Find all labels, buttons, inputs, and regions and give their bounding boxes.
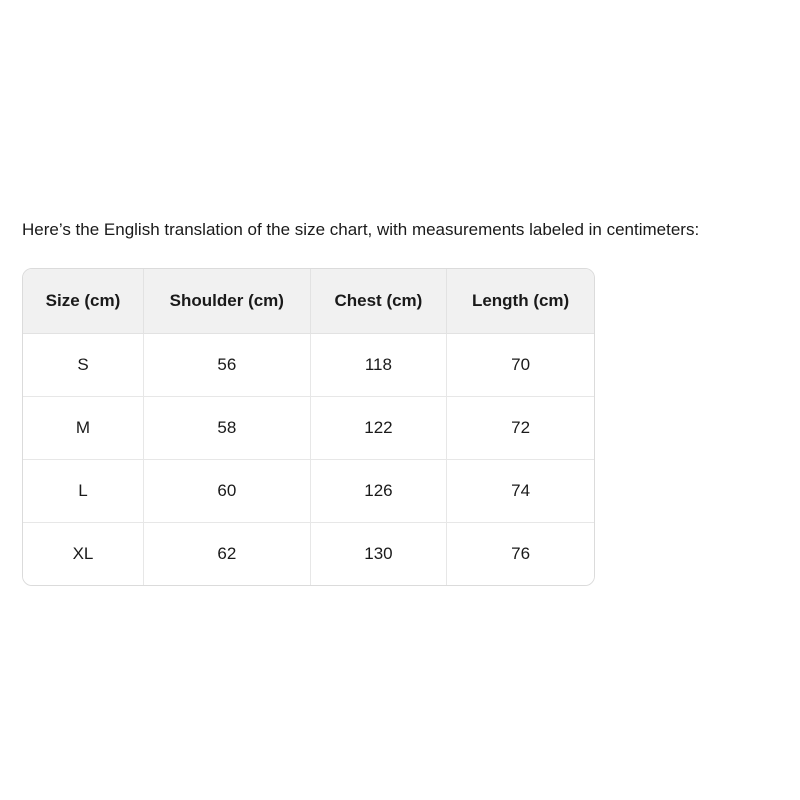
table-cell-size: M [23, 396, 143, 459]
table-cell-shoulder: 60 [143, 459, 310, 522]
table-row [23, 333, 594, 396]
table-cell-shoulder: 62 [143, 522, 310, 585]
table-cell-chest: 130 [310, 522, 446, 585]
table-row [23, 459, 594, 522]
table-cell-chest: 118 [310, 333, 446, 396]
table-cell-size: L [23, 459, 143, 522]
intro-paragraph: Here’s the English translation of the size chart, with measurements labeled in centimeters: [22, 220, 700, 239]
header-cell-size: Size (cm) [23, 269, 143, 333]
table-cell-chest: 126 [310, 459, 446, 522]
table-row [23, 522, 594, 585]
header-cell-shoulder: Shoulder (cm) [143, 269, 310, 333]
header-cell-length: Length (cm) [447, 269, 594, 333]
table-cell-length: 76 [447, 522, 594, 585]
size-chart [23, 269, 594, 585]
header-cell-chest: Chest (cm) [310, 269, 446, 333]
table-cell-length: 70 [447, 333, 594, 396]
table-header-row [23, 269, 594, 333]
table-cell-shoulder: 58 [143, 396, 310, 459]
table-cell-size: XL [23, 522, 143, 585]
table-cell-chest: 122 [310, 396, 446, 459]
table-cell-size: S [23, 333, 143, 396]
table-cell-shoulder: 56 [143, 333, 310, 396]
table-cell-length: 74 [447, 459, 594, 522]
table-cell-length: 72 [447, 396, 594, 459]
table-row [23, 396, 594, 459]
size-chart-table [22, 268, 595, 586]
